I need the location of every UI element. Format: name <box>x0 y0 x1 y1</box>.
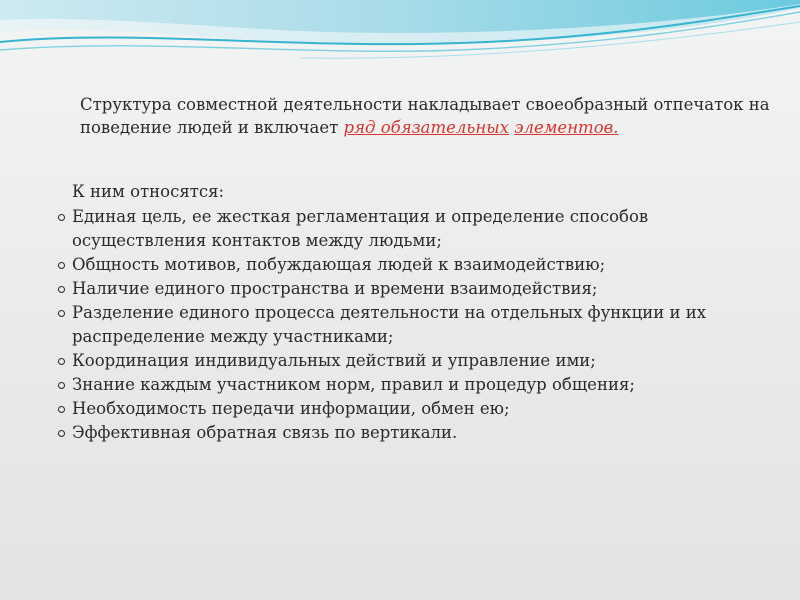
circle-bullet-icon <box>58 430 65 437</box>
list-item <box>52 349 752 373</box>
elements-list-block <box>52 180 752 445</box>
list-item-text: Координация индивидуальных действий и управление ими; <box>72 351 596 370</box>
decorative-waves <box>0 0 800 70</box>
circle-bullet-icon <box>58 262 65 269</box>
list-item-text: Общность мотивов, побуждающая людей к взаимодействию; <box>72 255 606 274</box>
list-item <box>52 373 752 397</box>
list-item-text: Наличие единого пространства и времени взаимодействия; <box>72 279 598 298</box>
list-item-text: Разделение единого процесса деятельности на отдельных функции и их распределение между участниками; <box>72 303 706 346</box>
list-item <box>52 253 752 277</box>
list-item <box>52 277 752 301</box>
list-item <box>52 397 752 421</box>
circle-bullet-icon <box>58 406 65 413</box>
intro-highlight-1: ряд обязательных <box>343 118 509 137</box>
list-item-text: Единая цель, ее жесткая регламентация и определение способов осуществления контактов между людьми; <box>72 207 649 250</box>
list-item <box>52 421 752 445</box>
elements-list <box>52 205 752 445</box>
list-heading: К ним относятся: <box>72 182 225 201</box>
circle-bullet-icon <box>58 310 65 317</box>
list-item-text: Необходимость передачи информации, обмен ею; <box>72 399 510 418</box>
intro-highlight-2: элементов. <box>514 118 619 137</box>
list-item <box>52 205 752 253</box>
list-item-text: Эффективная обратная связь по вертикали. <box>72 423 458 442</box>
circle-bullet-icon <box>58 358 65 365</box>
list-item-text: Знание каждым участником норм, правил и процедур общения; <box>72 375 635 394</box>
circle-bullet-icon <box>58 214 65 221</box>
circle-bullet-icon <box>58 286 65 293</box>
intro-paragraph <box>80 93 770 139</box>
circle-bullet-icon <box>58 382 65 389</box>
list-item <box>52 301 752 349</box>
intro-text: Структура совместной деятельности накладывает своеобразный отпечаток на поведение людей и включает <box>80 95 770 137</box>
